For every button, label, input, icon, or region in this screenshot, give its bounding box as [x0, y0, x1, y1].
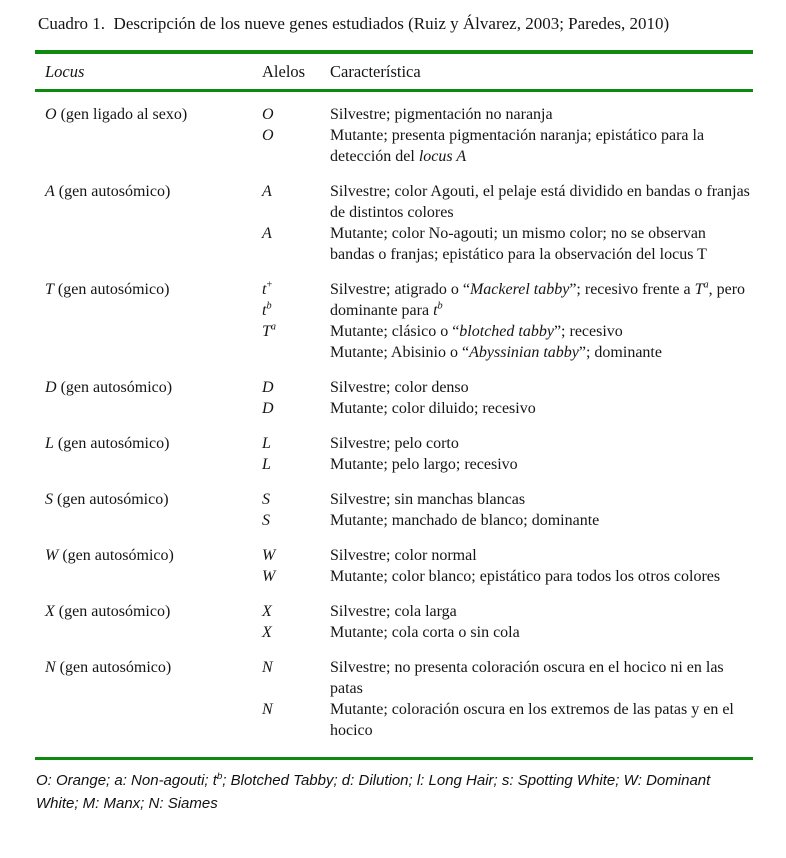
allele-entry [262, 223, 753, 265]
characteristic-text [330, 545, 753, 566]
gene-entries [262, 601, 753, 643]
allele-entry [262, 321, 753, 342]
text-segment: ”; recesivo [553, 323, 623, 340]
text-segment: L [45, 435, 54, 452]
text-segment: L [262, 456, 271, 473]
text-segment: X [45, 603, 55, 620]
characteristic-text [330, 181, 753, 223]
text-segment: (gen autosómico) [53, 281, 170, 298]
gene-entries [262, 489, 753, 531]
locus-cell [35, 181, 262, 265]
text-segment: Mutante; presenta pigmentación naranja; epistático para la detección del [330, 127, 705, 165]
allele-symbol [262, 601, 330, 622]
text-segment: Mutante; color blanco; epistático para todos los otros colores [330, 568, 721, 585]
text-segment: L [262, 435, 271, 452]
allele-symbol [262, 699, 330, 720]
genes-table [35, 50, 753, 760]
text-segment: Silvestre; sin manchas blancas [330, 491, 526, 508]
allele-entry [262, 398, 753, 419]
allele-cell [262, 279, 330, 321]
characteristic-text [330, 601, 753, 622]
text-segment: b [266, 300, 272, 312]
text-segment: W [262, 547, 276, 564]
allele-symbol [262, 489, 330, 510]
allele-entry [262, 104, 753, 125]
allele-entry [262, 545, 753, 566]
text-segment: , pero dominante para [330, 281, 746, 319]
gene-row [35, 377, 753, 419]
text-segment: ; Blotched Tabby; d: Dilution; l: Long Hair; s: Spotting White; W: Dominant White; M: Manx; N: Siames [36, 772, 711, 812]
table-header-row [35, 54, 753, 89]
text-segment: O [262, 127, 274, 144]
allele-cell [262, 433, 330, 454]
allele-cell [262, 545, 330, 566]
allele-cell [262, 622, 330, 643]
gene-row [35, 601, 753, 643]
allele-symbol [262, 510, 330, 531]
allele-cell [262, 657, 330, 699]
text-segment: Silvestre; color normal [330, 547, 477, 564]
text-segment: O [45, 106, 57, 123]
text-segment: ”; recesivo frente a [569, 281, 695, 298]
allele-symbol [262, 300, 330, 321]
characteristic-text [330, 223, 753, 265]
text-segment: (gen autosómico) [56, 379, 173, 396]
allele-symbol [262, 433, 330, 454]
allele-cell [262, 377, 330, 398]
text-segment: N [262, 701, 273, 718]
locus-cell [35, 489, 262, 531]
text-segment: T [694, 281, 704, 298]
allele-cell [262, 125, 330, 167]
allele-entry [262, 699, 753, 741]
characteristic-text [330, 279, 753, 321]
table-bottom-rule [35, 757, 753, 760]
text-segment: Silvestre; no presenta coloración oscura en el hocico ni en las patas [330, 659, 724, 697]
text-segment: A [262, 183, 272, 200]
gene-row [35, 545, 753, 587]
text-segment: blotched tabby [459, 323, 554, 340]
text-segment: Silvestre; atigrado o “ [330, 281, 470, 298]
table-caption: Cuadro 1. Descripción de los nueve genes estudiados (Ruiz y Álvarez, 2003; Paredes, 2010) [38, 14, 670, 33]
text-segment: S [262, 491, 270, 508]
allele-entry [262, 342, 753, 363]
text-segment: Silvestre; color denso [330, 379, 469, 396]
table-footnote [36, 769, 738, 815]
text-segment: X [262, 624, 272, 641]
allele-entry [262, 433, 753, 454]
text-segment: D [45, 379, 57, 396]
characteristic-text [330, 342, 753, 363]
text-segment: A [262, 225, 272, 242]
text-segment: (gen autosómico) [53, 491, 169, 508]
column-header-locus: Locus [45, 62, 85, 81]
characteristic-text [330, 125, 753, 167]
allele-entry [262, 510, 753, 531]
characteristic-text [330, 657, 753, 699]
text-segment: Silvestre; cola larga [330, 603, 457, 620]
allele-entry [262, 181, 753, 223]
allele-cell [262, 181, 330, 223]
gene-entries [262, 104, 753, 167]
text-segment: ”; dominante [578, 344, 662, 361]
text-segment: (gen autosómico) [54, 603, 171, 620]
gene-row [35, 433, 753, 475]
locus-cell [35, 279, 262, 363]
text-segment: (gen autosómico) [55, 659, 172, 676]
characteristic-text [330, 454, 753, 475]
text-segment: (gen autosómico) [54, 183, 171, 200]
allele-symbol [262, 398, 330, 419]
characteristic-text [330, 104, 753, 125]
allele-symbol [262, 545, 330, 566]
allele-entry [262, 125, 753, 167]
text-segment: Mutante; cola corta o sin cola [330, 624, 520, 641]
gene-entries [262, 181, 753, 265]
allele-cell [262, 510, 330, 531]
text-segment: T [262, 323, 271, 340]
text-segment: Mutante; Abisinio o “ [330, 344, 470, 361]
allele-symbol [262, 104, 330, 125]
text-segment: Abyssinian tabby [469, 344, 579, 361]
allele-cell [262, 489, 330, 510]
text-segment: W [45, 547, 59, 564]
text-segment: Mutante; color No-agouti; un mismo color; no se observan bandas o franjas; epistático para la observación del locus T [330, 225, 707, 263]
characteristic-text [330, 622, 753, 643]
text-segment: Silvestre; pelo corto [330, 435, 459, 452]
allele-cell [262, 342, 330, 363]
column-header-alelos: Alelos [262, 62, 306, 81]
characteristic-text [330, 398, 753, 419]
text-segment: t [433, 302, 438, 319]
locus-cell [35, 545, 262, 587]
text-segment: O [262, 106, 274, 123]
characteristic-text [330, 566, 753, 587]
text-segment: (gen autosómico) [53, 435, 170, 452]
text-segment: S [262, 512, 270, 529]
text-segment: X [262, 603, 272, 620]
allele-cell [262, 321, 330, 342]
gene-entries [262, 279, 753, 363]
locus-cell [35, 433, 262, 475]
characteristic-text [330, 489, 753, 510]
text-segment: b [437, 300, 443, 312]
text-segment: (gen autosómico) [58, 547, 174, 564]
locus-cell [35, 657, 262, 741]
allele-symbol [262, 622, 330, 643]
text-segment: locus A [418, 148, 467, 165]
text-segment: D [262, 400, 274, 417]
allele-entry [262, 622, 753, 643]
allele-symbol [262, 181, 330, 202]
allele-symbol [262, 566, 330, 587]
gene-row [35, 181, 753, 265]
text-segment: Mutante; manchado de blanco; dominante [330, 512, 600, 529]
allele-cell [262, 398, 330, 419]
text-segment: t [262, 281, 267, 298]
text-segment: b [216, 771, 223, 782]
text-segment: Silvestre; pigmentación no naranja [330, 106, 553, 123]
gene-entries [262, 377, 753, 419]
gene-entries [262, 545, 753, 587]
text-segment: Mutante; coloración oscura en los extremos de las patas y en el hocico [330, 701, 734, 739]
allele-cell [262, 566, 330, 587]
gene-entries [262, 433, 753, 475]
allele-cell [262, 223, 330, 265]
allele-cell [262, 699, 330, 741]
allele-symbol [262, 279, 330, 300]
text-segment: a [703, 279, 709, 291]
text-segment: Mutante; clásico o “ [330, 323, 460, 340]
table-body [35, 92, 753, 757]
text-segment: + [266, 279, 273, 291]
allele-symbol [262, 377, 330, 398]
allele-symbol [262, 223, 330, 244]
gene-row [35, 279, 753, 363]
text-segment: D [262, 379, 274, 396]
gene-row [35, 489, 753, 531]
text-segment: a [270, 321, 277, 333]
allele-cell [262, 454, 330, 475]
characteristic-text [330, 321, 753, 342]
locus-cell [35, 104, 262, 167]
allele-entry [262, 279, 753, 321]
locus-cell [35, 601, 262, 643]
text-segment: S [45, 491, 53, 508]
characteristic-text [330, 433, 753, 454]
gene-row [35, 657, 753, 741]
characteristic-text [330, 699, 753, 741]
text-segment: T [45, 281, 54, 298]
text-segment: Mutante; color diluido; recesivo [330, 400, 536, 417]
allele-cell [262, 104, 330, 125]
text-segment: Mackerel tabby [469, 281, 570, 298]
allele-entry [262, 601, 753, 622]
allele-symbol [262, 657, 330, 678]
text-segment: Silvestre; color Agouti, el pelaje está dividido en bandas o franjas de distintos colores [330, 183, 750, 221]
text-segment: O: Orange; a: Non-agouti; t [36, 772, 217, 789]
text-segment: t [262, 302, 267, 319]
allele-symbol [262, 125, 330, 146]
allele-entry [262, 657, 753, 699]
column-header-caracteristica: Característica [330, 62, 421, 81]
gene-row [35, 104, 753, 167]
allele-cell [262, 601, 330, 622]
allele-entry [262, 454, 753, 475]
locus-cell [35, 377, 262, 419]
text-segment: (gen ligado al sexo) [56, 106, 188, 123]
characteristic-text [330, 510, 753, 531]
allele-symbol [262, 321, 330, 342]
allele-entry [262, 377, 753, 398]
text-segment: A [45, 183, 55, 200]
allele-entry [262, 489, 753, 510]
gene-entries [262, 657, 753, 741]
text-segment: Mutante; pelo largo; recesivo [330, 456, 518, 473]
characteristic-text [330, 377, 753, 398]
allele-symbol [262, 454, 330, 475]
text-segment: N [262, 659, 273, 676]
text-segment: W [262, 568, 276, 585]
text-segment: N [45, 659, 56, 676]
allele-entry [262, 566, 753, 587]
